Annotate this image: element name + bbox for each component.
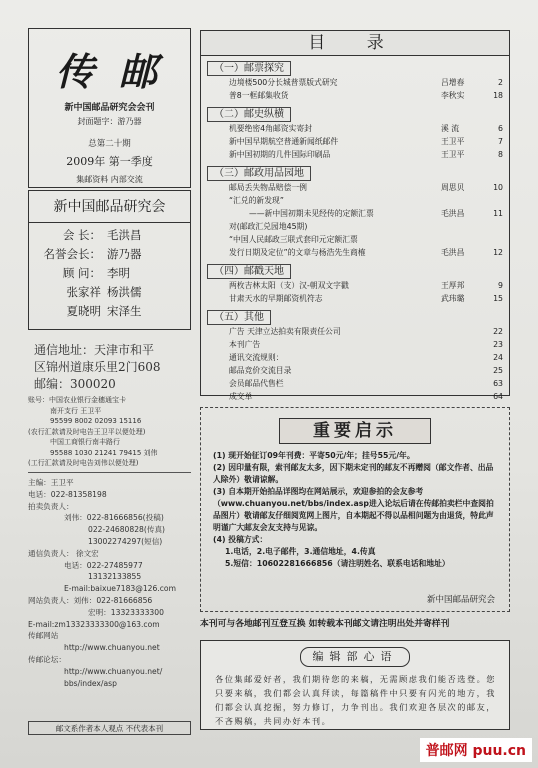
important-notice <box>200 407 510 612</box>
toc-item: 对(邮政汇兑园地45期) <box>229 222 308 231</box>
masthead <box>28 28 191 188</box>
toc-item: 通讯交流规则： 24 <box>229 353 503 362</box>
toc-item: 邮局丢失物品赔偿一例 周思贝 10 <box>229 183 503 192</box>
toc-item: 邮品竞价交流目录 25 <box>229 366 503 375</box>
toc-section: （五）其他 <box>207 310 271 325</box>
calligraphy-credit: 封面题字：游乃器 <box>77 117 142 126</box>
notice-title: 重要启示 <box>279 418 431 444</box>
notice-signature: 新中国邮品研究会 <box>426 595 495 605</box>
toc-item: 机要绝密4角邮资实寄封 溪 流 6 <box>229 124 503 133</box>
editor-note <box>200 640 510 730</box>
disclaimer-bar: 邮文系作者本人观点 不代表本刊 <box>28 721 191 735</box>
toc-item: 新中国早期航空普通新闻纸邮件 王卫平 7 <box>229 137 503 146</box>
officer-row: 顾 问： 李明 <box>62 266 130 280</box>
exchange-banner: 本刊可与各地邮刊互登互换 如转载本刊邮文请注明出处并寄样刊 <box>200 619 450 629</box>
notice-item: (3) 自本期开始拍品详图均在网站展示，欢迎参拍的会友参考（www.chuanyou.net/bbs/index.asp进入论坛后请在传邮拍卖栏中查阅拍品图片）敬请邮友仔细阅览网上图片，自本期起不得以品相问题为由退货，特此声明谨广大邮友会友支持与见谅。 <box>213 487 494 532</box>
officer-row: 夏晓明 宋泽生 <box>66 304 142 318</box>
toc-item: 广告 天津立达拍卖有限责任公司 22 <box>229 327 503 336</box>
toc-item: 本刊广告 23 <box>229 340 503 349</box>
notice-item: (4) 投稿方式： <box>213 535 268 544</box>
association-name: 新中国邮品研究会 <box>29 191 190 223</box>
editor-note-body: 各位集邮爱好者，我们期待您的来稿，无需顾虑我们能否选登。您只要来稿，我们都会认真拜读，每篇稿件中只要有闪光的地方，我们都会认真挖掘，努力修订，力争刊出。我们欢迎各层次的邮友，不吝赐稿，共同办好本刊。 <box>215 674 496 726</box>
officer-row: 名誉会长： 游乃器 <box>43 247 142 261</box>
notice-item: 5.短信：10602281666856（请注明姓名、联系电话和地址） <box>225 559 450 568</box>
staff-contacts: 主编：王卫平 电话：022-81358198 拍卖负责人： 刘伟：022-81666856(投稿) 022-24680828(传真) 13002274297(短信) 通信负责人： 徐文宏 电话：022-27485977 13132133855 E-mail:baixue7183@126.com 网站负责人：刘伟：022-81666856 宏明：13323333300 E-mail:zm13323333300@163.com 传邮网站 http://www.chuanyou.net 传邮论坛： http://www.chuanyou.net/ bbs/index/asp <box>28 478 176 688</box>
masthead-subtitle: 新中国邮品研究会会刊 <box>64 103 155 113</box>
toc-item: “汇兑的新发现” <box>229 196 284 205</box>
issue-number: 总第二十期 <box>88 139 131 149</box>
toc-item: ——新中国初期未见经传的定额汇票 毛洪昌 11 <box>249 209 503 218</box>
toc-title: 目 录 <box>201 31 509 56</box>
magazine-logo: 传 邮 <box>55 49 164 94</box>
toc-item: “中国人民邮政三联式套印元定额汇票 <box>229 235 358 244</box>
toc-item: 普8一框邮集收货 李秋实 18 <box>229 91 503 100</box>
toc-item: 会员邮品代售栏 63 <box>229 379 503 388</box>
toc-item: 发行日期及定位”的文章与杨浩先生商榷 毛洪昌 12 <box>229 248 503 257</box>
officer-row: 张家祥 杨洪儒 <box>66 285 142 299</box>
notice-item: 1.电话，2.电子邮件，3.通信地址，4.传真 <box>225 547 376 556</box>
toc-item: 甘肃天水的早期邮资机符志 武玮璐 15 <box>229 294 503 303</box>
toc-item: 两枚吉林太阳（支）汉-朝双文字戳 王厚邦 9 <box>229 281 503 290</box>
issue-year: 2009年 第一季度 <box>66 155 153 168</box>
toc-item: 边境楼500分长城普票版式研究 吕增春 2 <box>229 78 503 87</box>
toc-section: （一）邮票探究 <box>207 61 291 76</box>
divider <box>28 472 191 473</box>
toc-section: （二）邮史纵横 <box>207 107 291 122</box>
toc-section: （四）邮戳天地 <box>207 264 291 279</box>
officer-row: 会 长： 毛洪昌 <box>62 228 142 242</box>
association-box <box>28 190 191 330</box>
notice-item: (2) 因印量有限，索刊邮友太多，因下期未定刊的邮友不再赠阅（邮文作者、出品人除外）敬请谅解。 <box>213 463 494 484</box>
site-watermark: 普邮网 puu.cn <box>420 738 532 762</box>
notice-item: (1) 现开始征订09年刊费：平寄50元/年；挂号55元/年。 <box>213 451 415 460</box>
bank-info: 账号：中国农业银行金穗通宝卡 南开支行 王卫平 95599 8002 02093 15116 (农行汇款请及时电告王卫平以便处理) 中国工商银行南丰路行 95588 1030 21241 79415 刘伟 (工行汇款请及时电告刘伟以便处理) <box>28 396 158 467</box>
toc-item: 成交单 64 <box>229 392 503 401</box>
table-of-contents <box>200 30 510 401</box>
masthead-note: 集邮资料 内部交流 <box>76 175 143 184</box>
editor-note-title: 编辑部心语 <box>300 647 410 667</box>
mailing-address: 通信地址：天津市和平 区锦州道康乐里2门608 邮编：300020 <box>34 343 161 391</box>
toc-item: 新中国初期的几件国际印刷品 王卫平 8 <box>229 150 503 159</box>
toc-section: （三）邮政用品园地 <box>207 166 311 181</box>
